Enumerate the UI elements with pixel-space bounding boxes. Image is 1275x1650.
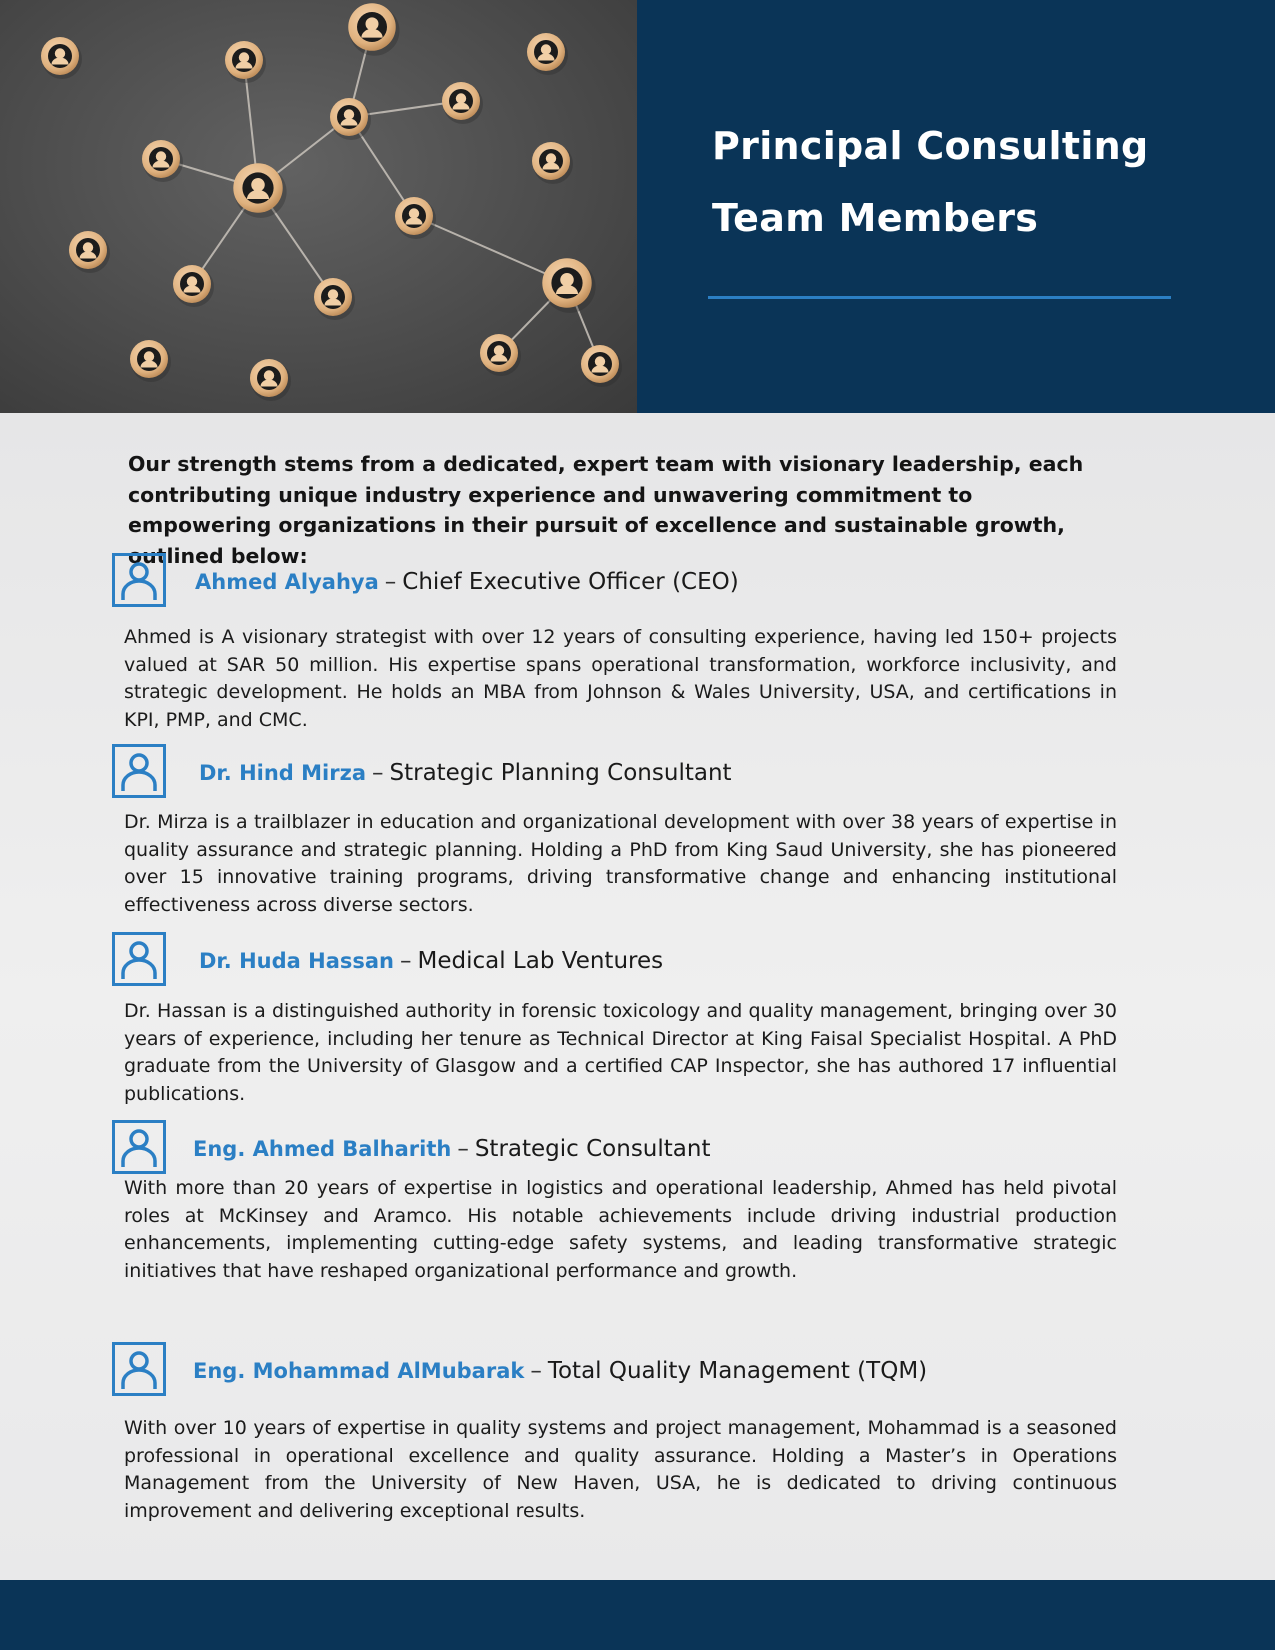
member-bio: With over 10 years of expertise in quality systems and project management, Mohammad is a seasoned professional in operational excellence and quality assurance. Holding a Master’s in Operations Management from the University of New Haven, USA, he is dedicated to driving continuous improvement and delivering exceptional results. (124, 1417, 1117, 1522)
member-role: Medical Lab Ventures (417, 948, 664, 974)
member-role: Total Quality Management (TQM) (547, 1358, 928, 1384)
member-separator: – (457, 1136, 469, 1162)
team-content (0, 413, 1275, 1580)
user-icon (112, 744, 166, 798)
user-icon (112, 1342, 166, 1396)
page-title-line-1: Principal Consulting (712, 124, 1149, 168)
footer-bar (0, 1580, 1275, 1650)
member-role: Chief Executive Officer (CEO) (402, 569, 739, 595)
member-name: Eng. Ahmed Balharith (193, 1137, 452, 1161)
user-icon (112, 553, 166, 607)
hero-title-panel (637, 0, 1275, 413)
network-people-icon (0, 0, 637, 413)
user-icon (112, 1120, 166, 1174)
member-separator: – (372, 760, 384, 786)
title-divider (708, 296, 1171, 299)
member-bio: Dr. Mirza is a trailblazer in education and organizational development with over 38 years of expertise in quality assurance and strategic planning. Holding a PhD from King Saud University, she has pioneered over 15 innovative training programs, driving transformative change and enhancing institutional effectiveness across diverse sectors. (124, 811, 1117, 916)
member-heading (199, 947, 663, 975)
member-bio: With more than 20 years of expertise in logistics and operational leadership, Ahmed has held pivotal roles at McKinsey and Aramco. His notable achievements include driving industrial production enhancements, implementing cutting-edge safety systems, and leading transformative strategic initiatives that have reshaped organizational performance and growth. (124, 1177, 1117, 1282)
member-name: Dr. Hind Mirza (199, 761, 366, 785)
member-separator: – (400, 948, 412, 974)
member-separator: – (384, 569, 397, 595)
user-icon (112, 932, 166, 986)
member-heading (199, 759, 732, 787)
page-title (712, 110, 1149, 254)
member-bio: Dr. Hassan is a distinguished authority in forensic toxicology and quality management, bringing over 30 years of experience, including her tenure as Technical Director at King Faisal Specialist Hospital. A PhD graduate from the University of Glasgow and a certified CAP Inspector, she has authored 17 influential publications. (124, 1000, 1117, 1105)
page-title-line-2: Team Members (712, 196, 1039, 240)
member-role: Strategic Consultant (474, 1136, 711, 1162)
member-separator: – (530, 1358, 542, 1384)
member-heading (193, 1357, 927, 1385)
member-heading (195, 568, 739, 596)
intro-paragraph: Our strength stems from a dedicated, expert team with visionary leadership, each contributing unique industry experience and unwavering commitment to empowering organizations in their pursuit of excellence and sustainable growth, outlined below: (128, 452, 1084, 568)
hero-network-image (0, 0, 637, 413)
member-name: Eng. Mohammad AlMubarak (193, 1359, 525, 1383)
member-role: Strategic Planning Consultant (389, 760, 732, 786)
member-heading (193, 1135, 710, 1163)
member-name: Ahmed Alyahya (195, 570, 379, 594)
member-name: Dr. Huda Hassan (199, 949, 394, 973)
member-bio: Ahmed is A visionary strategist with over 12 years of consulting experience, having led 150+ projects valued at SAR 50 million. His expertise spans operational transformation, workforce inclusivity, and strategic development. He holds an MBA from Johnson & Wales University, USA, and certifications in KPI, PMP, and CMC. (124, 626, 1117, 731)
